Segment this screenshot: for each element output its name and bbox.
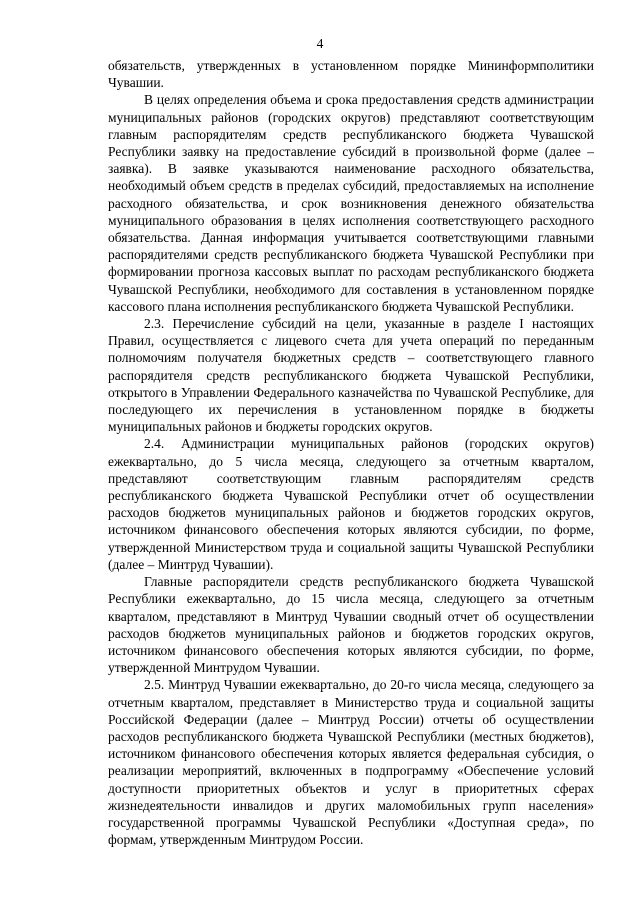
paragraph-main-managers: Главные распорядители средств республиканского бюджета Чувашской Республики ежеквартально, до 15 числа месяца, следующего за отчетным кварталом, представляют в Минтруд Чувашии сводный отчет об осуществлении расходов бюджетов муниципальных районов и бюджетов городских округов, источником финансового обеспечения которых являются субсидии, по форме, утвержденной Минтрудом Чувашии. [108, 574, 594, 676]
paragraph-determination: В целях определения объема и срока предоставления средств администрации муниципальных районов (городских округов) представляют соответствующим главным распорядителям средств республиканского бюджета Чувашской Республики заявку на предоставление субсидий в произвольной форме (далее – заявка). В заявке указываются наименование расходного обязательства, необходимый объем средств в пределах субсидий, предоставляемых на исполнение расходного обязательства, и срок возникновения денежного обязательства муниципального образования в целях исполнения соответствующего расходного обязательства. Данная информация учитывается соответствующими главными распорядителями средств республиканского бюджета Чувашской Республики при формировании прогноза кассовых выплат по расходам республиканского бюджета Чувашской Республики, необходимого для составления в установленном порядке кассового плана исполнения республиканского бюджета Чувашской Республики. [108, 92, 594, 314]
document-body [108, 57, 594, 848]
paragraph-section-2-5: 2.5. Минтруд Чувашии ежеквартально, до 20-го числа месяца, следующего за отчетным кварталом, представляет в Министерство труда и социальной защиты Российской Федерации (далее – Минтруд России) отчеты об осуществлении расходов республиканского бюджета Чувашской Республики (местных бюджетов), источником финансового обеспечения которых является федеральная субсидия, о реализации мероприятий, включенных в подпрограмму «Обеспечение условий доступности приоритетных объектов и услуг в приоритетных сферах жизнедеятельности инвалидов и других маломобильных групп населения» государственной программы Чувашской Республики «Доступная среда», по формам, утвержденным Минтрудом России. [108, 677, 594, 848]
paragraph-section-2-4: 2.4. Администрации муниципальных районов (городских округов) ежеквартально, до 5 числа месяца, следующего за отчетным кварталом, представляют соответствующим главным распорядителям средств республиканского бюджета Чувашской Республики отчет об осуществлении расходов бюджетов муниципальных районов и бюджетов городских округов, источником финансового обеспечения которых являются субсидии, по форме, утвержденной Министерством труда и социальной защиты Чувашской Республики (далее – Минтруд Чувашии). [108, 436, 594, 572]
paragraph-section-2-3: 2.3. Перечисление субсидий на цели, указанные в разделе I настоящих Правил, осуществляется с лицевого счета для учета операций по переданным полномочиям получателя бюджетных средств – соответствующего главного распорядителя средств республиканского бюджета Чувашской Республики, открытого в Управлении Федерального казначейства по Чувашской Республике, для последующего их перечисления в установленном порядке в бюджеты муниципальных районов и бюджеты городских округов. [108, 316, 594, 435]
paragraph-continuation: обязательств, утвержденных в установленном порядке Мининформполитики Чувашии. [108, 58, 594, 91]
page-number: 4 [316, 36, 324, 51]
